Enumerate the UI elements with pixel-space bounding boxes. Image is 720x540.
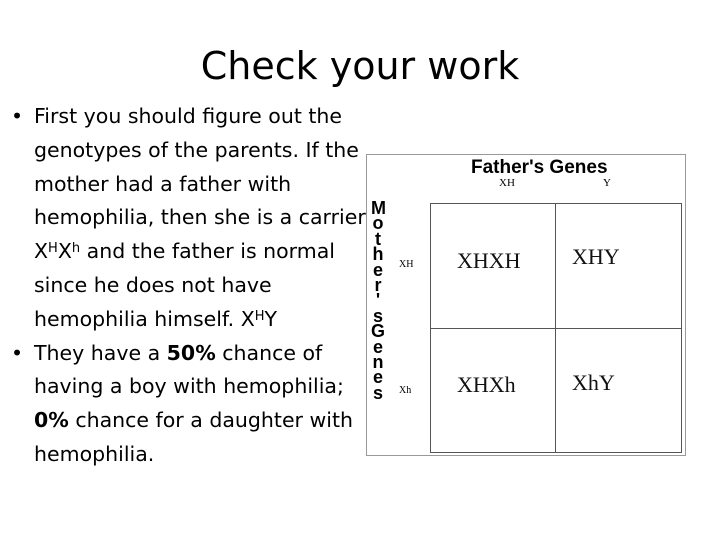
bullet-item — [8, 337, 368, 472]
bullet-list — [8, 100, 368, 472]
label-letter: e — [372, 259, 383, 280]
punnett-cell: XHXH — [457, 248, 521, 273]
slide-title: Check your work — [200, 44, 520, 88]
label-letter: t — [375, 228, 381, 249]
bullet-text: They have a — [34, 340, 167, 365]
label-letter: M — [371, 198, 386, 218]
label-letter: s — [372, 305, 383, 326]
grid-divider — [431, 328, 681, 329]
label-letter: o — [372, 213, 384, 234]
label-letter: e — [372, 336, 383, 357]
bullet-item — [8, 100, 368, 337]
mother-allele: XH — [399, 259, 414, 270]
label-letter: n — [372, 352, 384, 373]
bullet-text: Y — [264, 306, 278, 331]
label-letter: e — [372, 367, 383, 388]
bullet-dot: • — [11, 104, 24, 128]
bullet-text: chance of having a boy with hemophilia; — [34, 340, 344, 399]
bold-percent: 50% — [166, 340, 216, 365]
bullet-dot: • — [11, 340, 24, 365]
mothers-genes-label — [371, 198, 386, 403]
label-letter: h — [372, 244, 384, 265]
father-allele: XH — [499, 177, 515, 189]
superscript: H — [48, 241, 58, 257]
punnett-grid — [430, 203, 682, 453]
bullet-text: chance for a daughter with hemophilia. — [34, 408, 353, 466]
punnett-title: Father's Genes — [471, 157, 608, 178]
mother-allele: Xh — [399, 385, 412, 396]
superscript: H — [254, 308, 265, 324]
bullet-text: First you should figure out the genotypes of the parents. If the mother had a father with hemophilia, then she is a carrier X — [34, 104, 366, 264]
bullet-text: X — [57, 239, 72, 264]
punnett-cell: XhY — [572, 370, 615, 395]
punnett-cell: XHXh — [457, 372, 516, 397]
father-allele: Y — [603, 177, 611, 189]
label-letter: ' — [375, 290, 381, 311]
label-letter: s — [372, 382, 383, 403]
punnett-square-figure — [366, 154, 686, 456]
superscript: h — [71, 241, 81, 257]
label-letter: r — [374, 275, 382, 296]
label-letter: G — [371, 321, 386, 342]
bullet-text: and the father is normal since he does not have hemophilia himself. X — [34, 239, 335, 331]
bold-percent: 0% — [34, 408, 69, 433]
punnett-cell: XHY — [572, 244, 620, 269]
